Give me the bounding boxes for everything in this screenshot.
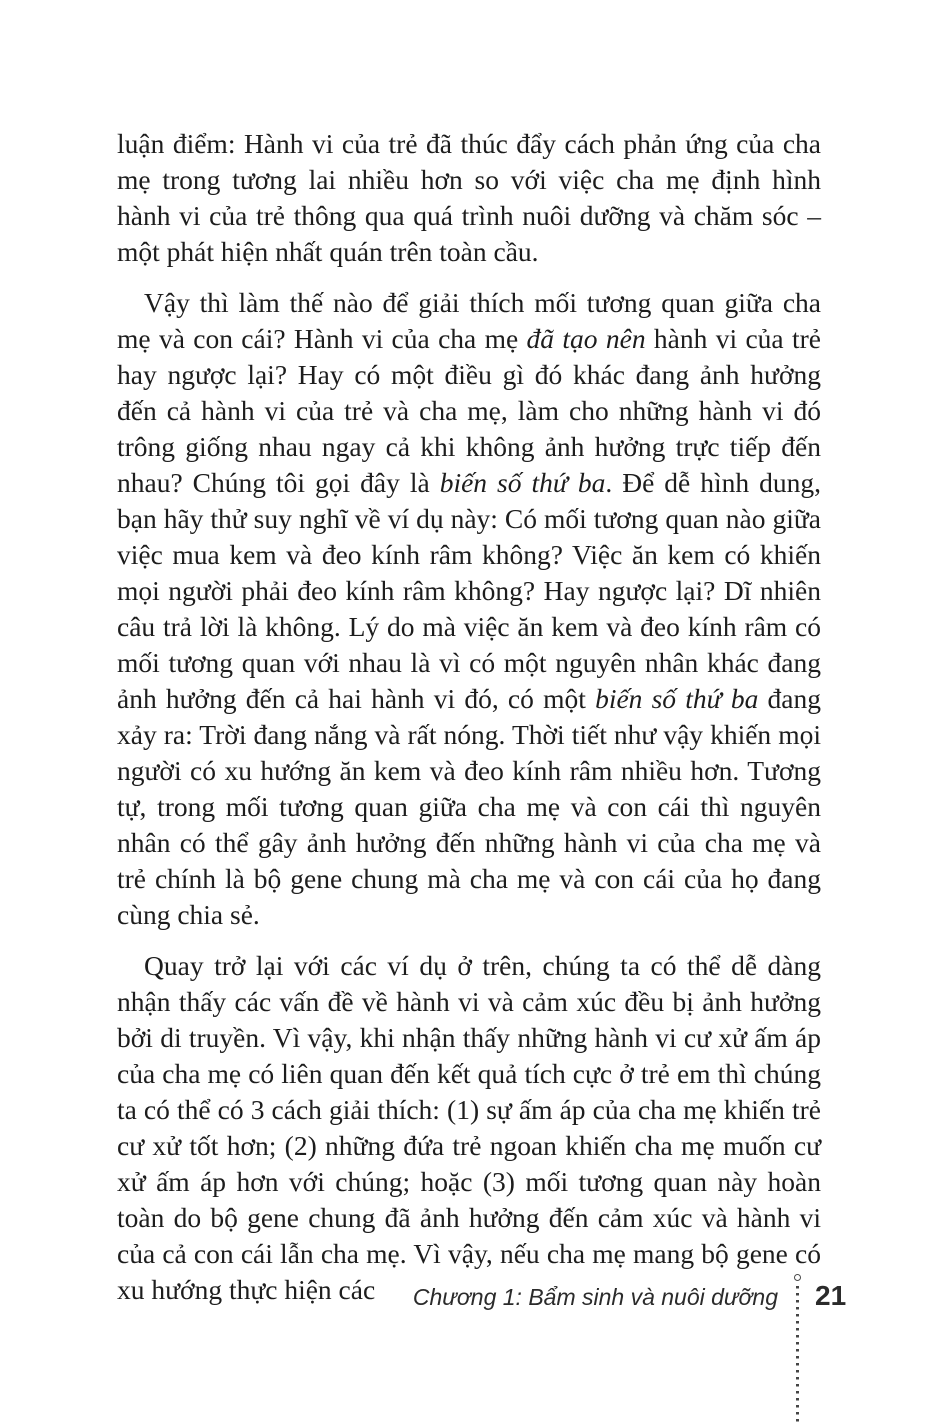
divider-dotted-rule	[796, 1286, 799, 1424]
text-segment: Vậy thì làm thế nào để giải thích mối tương quan giữa cha mẹ và con cái? Hành vi của cha mẹ	[117, 287, 821, 354]
italic-text-segment: đã tạo nên	[526, 323, 646, 354]
text-segment: đang xảy ra: Trời đang nắng và rất nóng. Thời tiết như vậy khiến mọi người có xu hướng ăn kem và đeo kính râm nhiều hơn. Tương tự, trong mối tương quan giữa cha mẹ và con cái thì nguyên nhân có thể gây ảnh hưởng đến những hành vi của cha mẹ và trẻ chính là bộ gene chung mà cha mẹ và con cái của họ đang cùng chia sẻ.	[117, 683, 821, 930]
page-body-text	[117, 126, 821, 1308]
text-segment: luận điểm: Hành vi của trẻ đã thúc đẩy cách phản ứng của cha mẹ trong tương lai nhiều hơn so với việc cha mẹ định hình hành vi của trẻ thông qua quá trình nuôi dưỡng và chăm sóc – một phát hiện nhất quán trên toàn cầu.	[117, 128, 821, 267]
paragraph-3	[117, 948, 821, 1308]
footer-chapter-title: Chương 1: Bẩm sinh và nuôi dưỡng	[412, 1284, 778, 1310]
divider-circle-cap-icon	[794, 1274, 801, 1281]
footer-divider-dotted-line	[793, 1274, 802, 1424]
paragraph-2	[117, 285, 821, 933]
italic-text-segment: biến số thứ ba	[439, 467, 606, 498]
italic-text-segment: biến số thứ ba	[595, 683, 759, 714]
paragraph-1	[117, 126, 821, 270]
footer-page-number: 21	[815, 1280, 847, 1311]
text-segment: hành vi của trẻ hay ngược lại? Hay có một điều gì đó khác đang ảnh hưởng đến cả hành vi của trẻ và cha mẹ, làm cho những hành vi đó trông giống nhau ngay cả khi không ảnh hưởng trực tiếp đến nhau? Chúng tôi gọi đây là	[117, 323, 821, 498]
text-segment: . Để dễ hình dung, bạn hãy thử suy nghĩ về ví dụ này: Có mối tương quan nào giữa việc mua kem và đeo kính râm không? Việc ăn kem có khiến mọi người phải đeo kính râm không? Hay ngược lại? Dĩ nhiên câu trả lời là không. Lý do mà việc ăn kem và đeo kính râm có mối tương quan với nhau là vì có một nguyên nhân khác đang ảnh hưởng đến cả hai hành vi đó, có một	[117, 467, 821, 714]
text-segment: Quay trở lại với các ví dụ ở trên, chúng ta có thể dễ dàng nhận thấy các vấn đề về hành vi và cảm xúc đều bị ảnh hưởng bởi di truyền. Vì vậy, khi nhận thấy những hành vi cư xử ấm áp của cha mẹ có liên quan đến kết quả tích cực ở trẻ em thì chúng ta có thể có 3 cách giải thích: (1) sự ấm áp của cha mẹ khiến trẻ cư xử tốt hơn; (2) những đứa trẻ ngoan khiến cha mẹ muốn cư xử ấm áp hơn với chúng; hoặc (3) mối tương quan này hoàn toàn do bộ gene chung đã ảnh hưởng đến cảm xúc và hành vi của cả con cái lẫn cha mẹ. Vì vậy, nếu cha mẹ mang bộ gene có xu hướng thực hiện các	[117, 950, 821, 1305]
